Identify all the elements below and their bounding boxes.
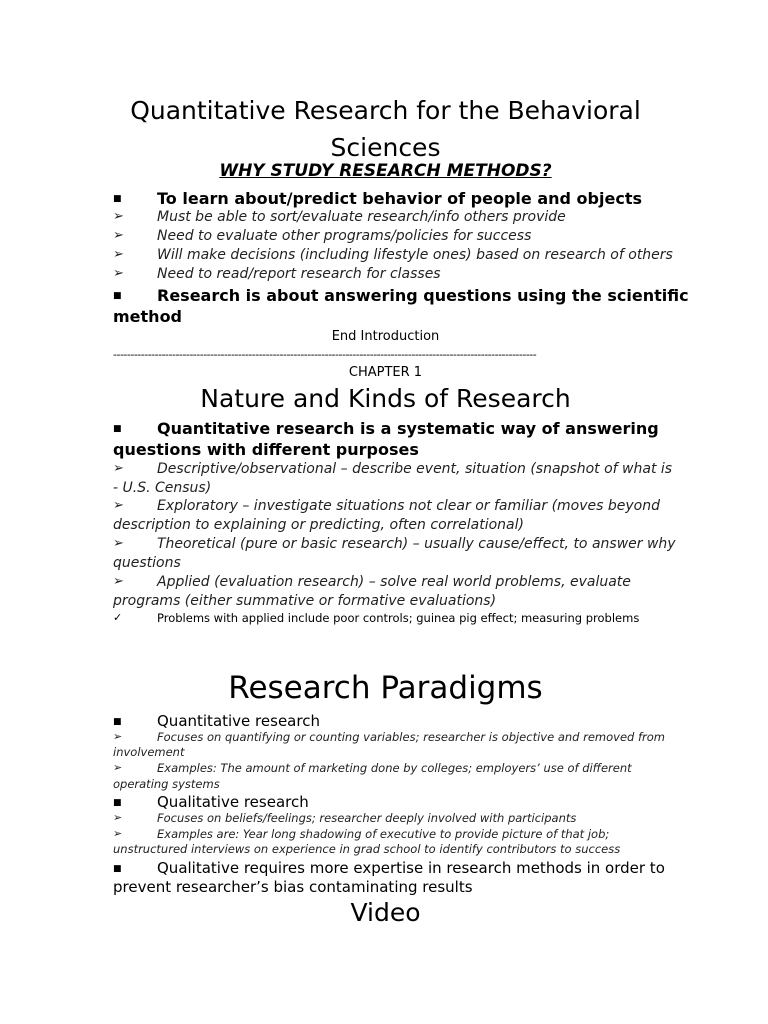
square-bullet-icon: ■ bbox=[113, 291, 122, 301]
purpose-item-continued: - U.S. Census) bbox=[113, 480, 212, 496]
purpose-item-text: Descriptive/observational – describe event, situation (snapshot of what is bbox=[157, 461, 673, 477]
intro-subpoint-text: Must be able to sort/evaluate research/info others provide bbox=[157, 209, 566, 225]
title-line-2: Sciences bbox=[330, 133, 441, 162]
chapter-label: CHAPTER 1 bbox=[348, 365, 423, 380]
paradigms-heading: Research Paradigms bbox=[228, 670, 543, 706]
arrow-bullet-icon: ➢ bbox=[113, 498, 124, 513]
purpose-item-text: Exploratory – investigate situations not clear or familiar (moves beyond bbox=[157, 498, 660, 514]
intro-subpoint-text: Need to read/report research for classes bbox=[157, 266, 441, 282]
square-bullet-icon: ■ bbox=[113, 717, 122, 727]
square-bullet-icon: ■ bbox=[113, 424, 122, 434]
intro-subpoint-text: Need to evaluate other programs/policies for success bbox=[157, 228, 532, 244]
arrow-bullet-icon: ➢ bbox=[113, 536, 124, 551]
square-bullet-icon: ■ bbox=[113, 798, 122, 808]
title-line-1: Quantitative Research for the Behavioral bbox=[130, 96, 641, 125]
document-title bbox=[113, 92, 658, 166]
purpose-item-continued: programs (either summative or formative evaluations) bbox=[113, 593, 497, 609]
paradigm-detail-text: Focuses on beliefs/feelings; researcher deeply involved with participants bbox=[157, 811, 577, 825]
chapter-point-1-text: Quantitative research is a systematic way of answering bbox=[157, 419, 659, 438]
intro-point-1-text: To learn about/predict behavior of people and objects bbox=[157, 189, 642, 208]
intro-subpoint-text: Will make decisions (including lifestyle ones) based on research of others bbox=[157, 247, 673, 263]
arrow-bullet-icon: ➢ bbox=[113, 228, 124, 243]
section-subtitle: WHY STUDY RESEARCH METHODS? bbox=[219, 161, 552, 181]
arrow-bullet-icon: ➢ bbox=[113, 266, 124, 281]
paradigm-detail-continued: operating systems bbox=[113, 777, 220, 791]
qualitative-note-continued: prevent researcher’s bias contaminating results bbox=[113, 878, 473, 896]
arrow-bullet-icon: ➢ bbox=[113, 811, 123, 824]
square-bullet-icon: ■ bbox=[113, 194, 122, 204]
chapter-point-1-continued: questions with different purposes bbox=[113, 440, 419, 459]
paradigm-detail-text: Focuses on quantifying or counting variables; researcher is objective and removed from bbox=[157, 730, 666, 744]
purpose-item-text: Theoretical (pure or basic research) – usually cause/effect, to answer why bbox=[157, 536, 676, 552]
arrow-bullet-icon: ➢ bbox=[113, 574, 124, 589]
chapter-heading: Nature and Kinds of Research bbox=[200, 384, 571, 413]
arrow-bullet-icon: ➢ bbox=[113, 461, 124, 476]
intro-point-2-continued: method bbox=[113, 307, 183, 326]
purpose-item-continued: description to explaining or predicting, often correlational) bbox=[113, 517, 524, 533]
arrow-bullet-icon: ➢ bbox=[113, 761, 123, 774]
paradigm-detail-continued: involvement bbox=[113, 745, 185, 759]
arrow-bullet-icon: ➢ bbox=[113, 730, 123, 743]
paradigm-detail-text: Examples are: Year long shadowing of executive to provide picture of that job; bbox=[157, 827, 610, 841]
paradigm-detail-text: Examples: The amount of marketing done by colleges; employers’ use of different bbox=[157, 761, 632, 775]
purpose-item-continued: questions bbox=[113, 555, 181, 571]
end-introduction-label: End Introduction bbox=[331, 329, 440, 344]
video-heading: Video bbox=[350, 898, 421, 927]
arrow-bullet-icon: ➢ bbox=[113, 827, 123, 840]
arrow-bullet-icon: ➢ bbox=[113, 209, 124, 224]
applied-research-note-text: Problems with applied include poor controls; guinea pig effect; measuring problems bbox=[157, 611, 640, 625]
paradigm-quantitative-label: Quantitative research bbox=[157, 712, 320, 730]
qualitative-note-text: Qualitative requires more expertise in research methods in order to bbox=[157, 859, 665, 877]
checkmark-icon: ✓ bbox=[113, 611, 123, 624]
arrow-bullet-icon: ➢ bbox=[113, 247, 124, 262]
intro-point-2-text: Research is about answering questions using the scientific bbox=[157, 286, 689, 305]
square-bullet-icon: ■ bbox=[113, 864, 122, 874]
paradigm-detail-continued: unstructured interviews on experience in grad school to identify contributors to success bbox=[113, 842, 621, 856]
paradigm-qualitative-label: Qualitative research bbox=[157, 793, 309, 811]
section-divider: -------------------------------------------------------------------------------------------------------------------------- bbox=[113, 348, 537, 361]
purpose-item-text: Applied (evaluation research) – solve real world problems, evaluate bbox=[157, 574, 631, 590]
